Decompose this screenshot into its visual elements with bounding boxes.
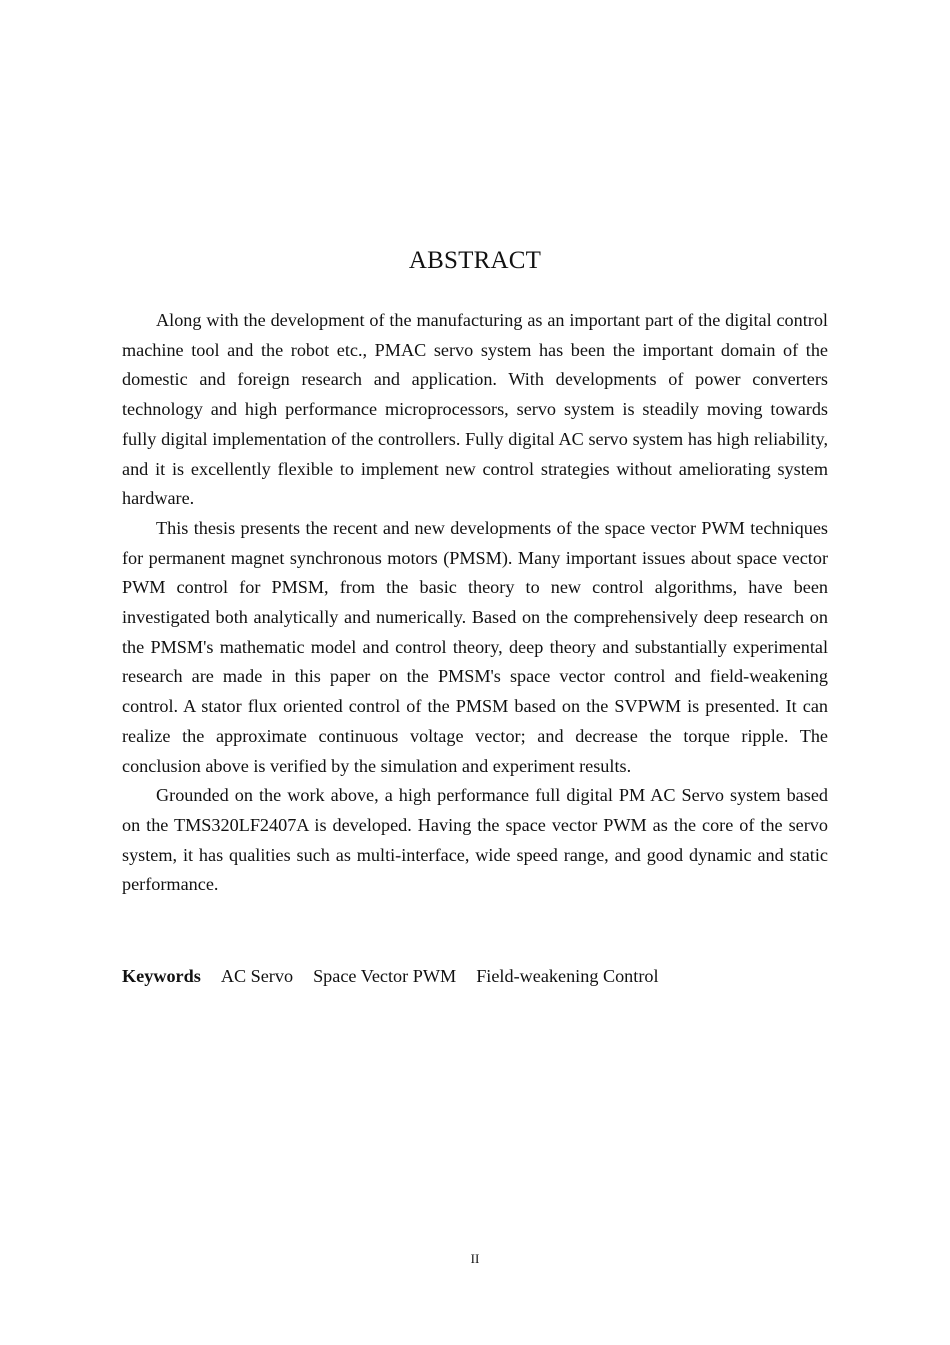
keyword-item: Space Vector PWM [313, 966, 457, 986]
keywords-label: Keywords [122, 966, 201, 986]
abstract-paragraph: This thesis presents the recent and new developments of the space vector PWM techniques for permanent magnet synchronous motors (PMSM). Many important issues about space vector PWM control for PMSM, from the basic theory to new control algorithms, have been investigated both analytically and numerically. Based on the comprehensively deep research on the PMSM's mathematic model and control theory, deep theory and substantially experimental research are made in this paper on the PMSM's space vector control and field-weakening control. A stator flux oriented control of the PMSM based on the SVPWM is presented. It can realize the approximate continuous voltage vector; and decrease the torque ripple. The conclusion above is verified by the simulation and experiment results. [122, 517, 828, 776]
abstract-paragraph: Along with the development of the manufacturing as an important part of the digital control machine tool and the robot etc., PMAC servo system has been the important domain of the domestic and foreign research and application. With developments of power converters technology and high performance microprocessors, servo system is steadily moving towards fully digital implementation of the controllers. Fully digital AC servo system has high reliability, and it is excellently flexible to implement new control strategies without ameliorating system hardware. [122, 310, 828, 509]
keyword-item: Field-weakening Control [476, 966, 659, 986]
keyword-item: AC Servo [220, 966, 294, 986]
abstract-title: ABSTRACT [408, 247, 542, 274]
page-number: II [470, 1251, 480, 1266]
keywords-line [122, 962, 659, 992]
abstract-paragraph: Grounded on the work above, a high performance full digital PM AC Servo system based on the TMS320LF2407A is developed. Having the space vector PWM as the core of the servo system, it has qualities such as multi-interface, wide speed range, and good dynamic and static performance. [122, 785, 828, 895]
abstract-body [122, 306, 828, 900]
